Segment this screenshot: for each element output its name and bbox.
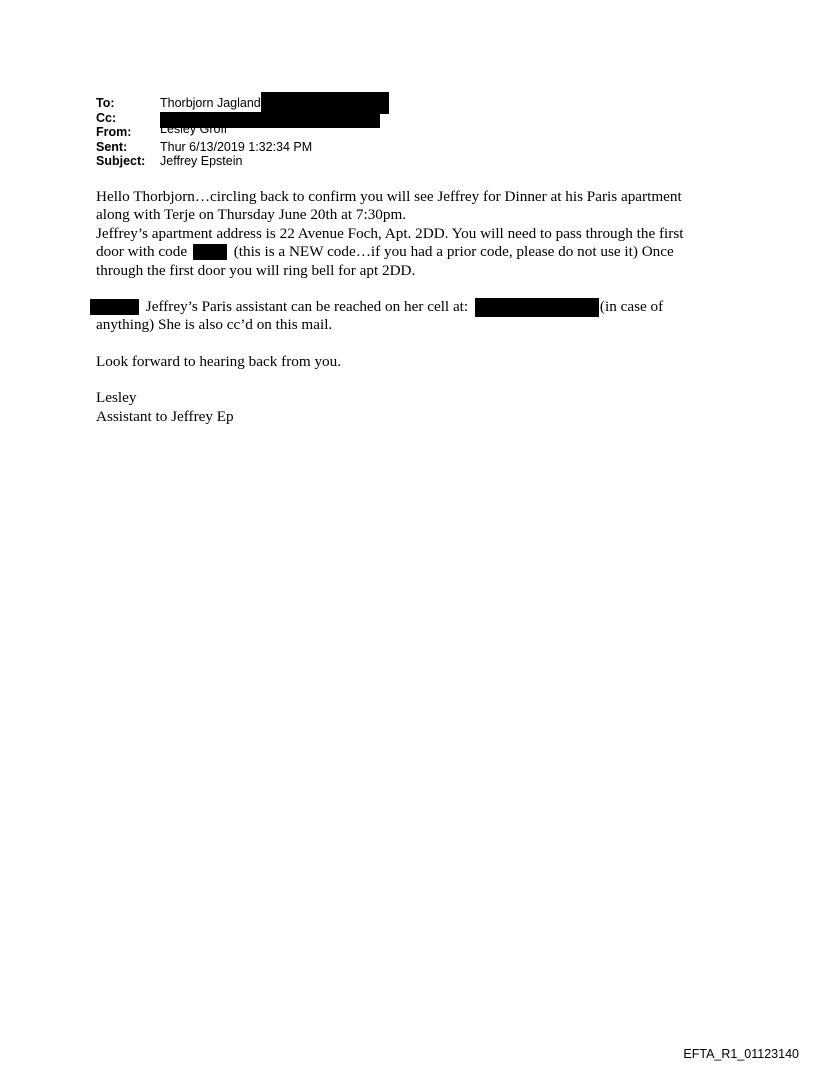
body-line-with-redaction [96,298,736,316]
body-line: along with Terje on Thursday June 20th at 7:30pm. [96,206,407,224]
body-text-segment: (this is a NEW code…if you had a prior code, please do not use it) Once [233,243,674,261]
signature-title: Assistant to Jeffrey Ep [96,407,234,425]
sent-row [96,140,389,155]
body-text-segment: (in case of [599,297,664,315]
body-line: through the first door you will ring bell for apt 2DD. [96,261,416,279]
sent-label: Sent: [96,139,128,154]
to-label: To: [96,96,115,110]
cc-row [96,111,389,126]
phone-number-redaction [475,298,599,317]
paragraph-2 [96,298,736,335]
document-id: EFTA_R1_01123140 [683,1047,799,1061]
sent-value: Thur 6/13/2019 1:32:34 PM [160,139,313,154]
subject-value: Jeffrey Epstein [160,154,243,168]
to-value [160,96,389,111]
paragraph-3 [96,353,736,371]
cc-label: Cc: [96,110,117,125]
paragraph-1 [96,188,736,280]
body-text-segment: door with code [96,243,188,261]
subject-row [96,154,389,169]
email-header [96,96,389,169]
body-line: anything) She is also cc’d on this mail. [96,316,333,334]
body-text-segment: Jeffrey’s Paris assistant can be reached on her cell at: [145,297,469,315]
signature [96,389,736,426]
email-body [96,188,736,444]
assistant-name-redaction [90,299,139,315]
signature-name: Lesley [96,389,137,407]
body-line: Hello Thorbjorn…circling back to confirm you will see Jeffrey for Dinner at his Paris apartment [96,188,682,205]
subject-label: Subject: [96,154,146,168]
from-value: Lesley Groff [160,122,228,136]
door-code-redaction [193,244,227,260]
body-line: Look forward to hearing back from you. [96,352,342,370]
from-label: From: [96,125,132,139]
body-line: Jeffrey’s apartment address is 22 Avenue Foch, Apt. 2DD. You will need to pass through the first [96,224,684,242]
to-row [96,96,389,111]
to-name: Thorbjorn Jagland [160,96,261,110]
body-line-with-redaction [96,243,736,261]
